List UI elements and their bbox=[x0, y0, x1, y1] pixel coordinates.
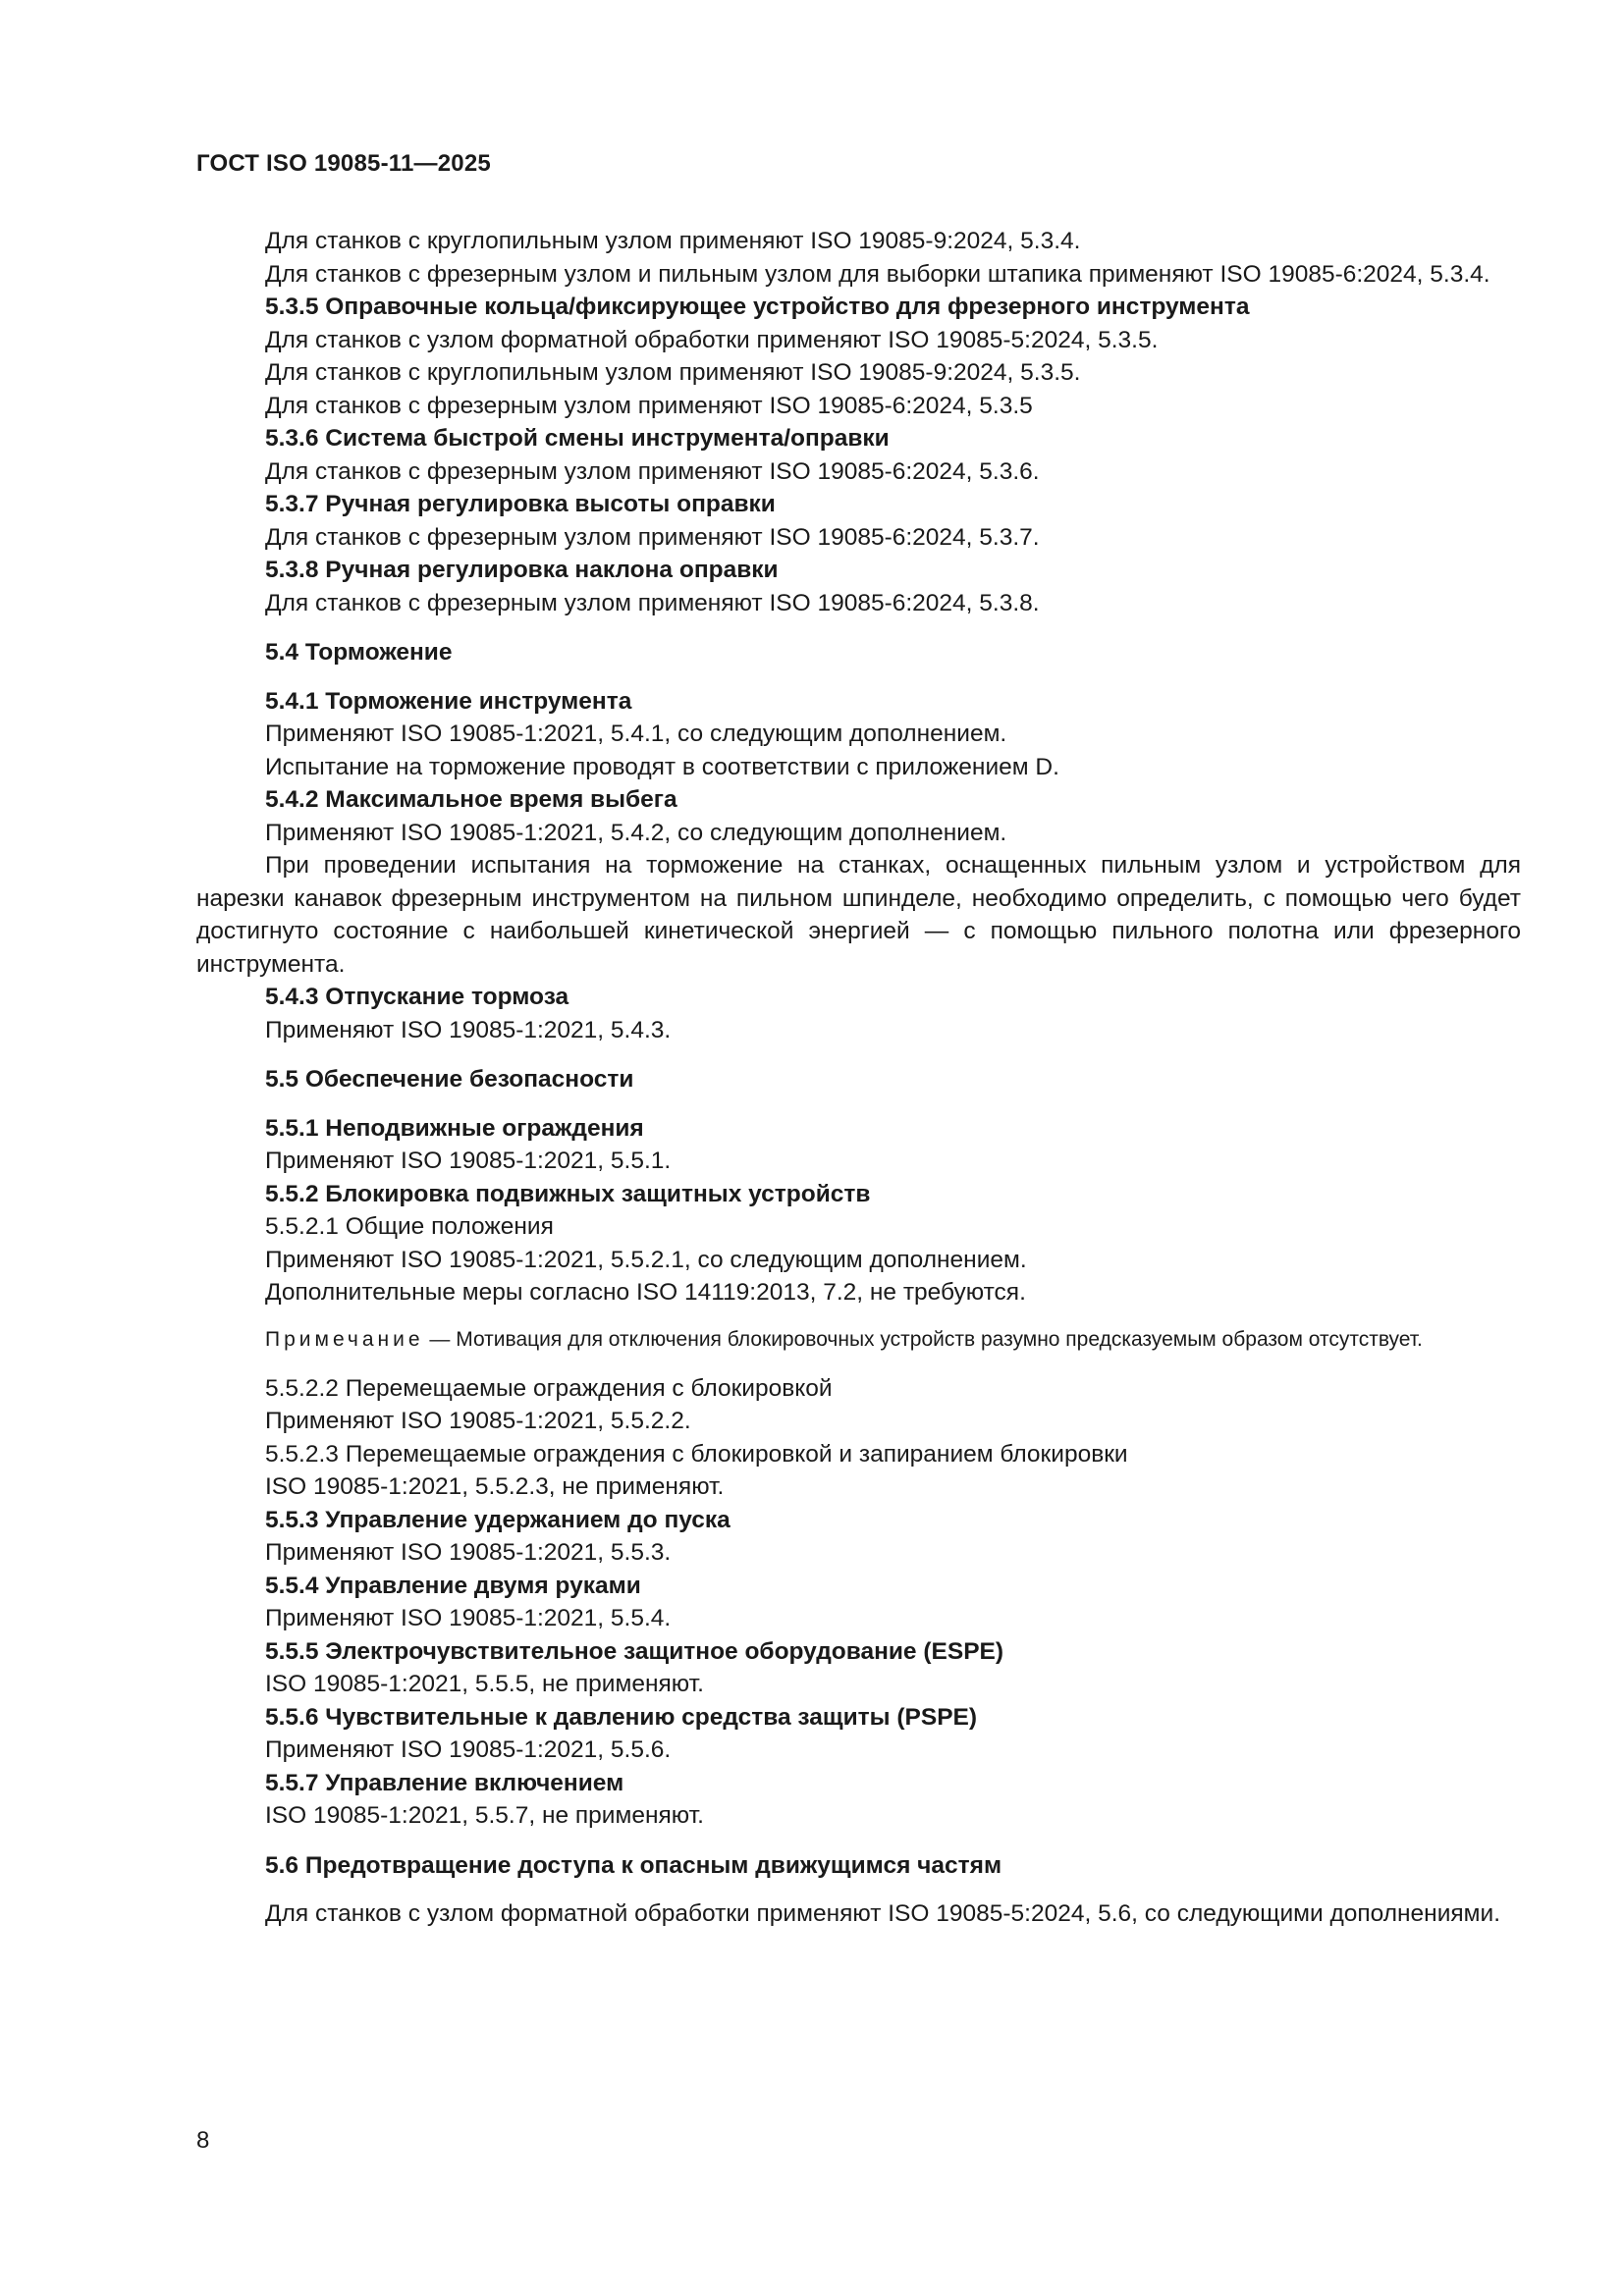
section-heading-5-4-1: 5.4.1 Торможение инструмента bbox=[265, 687, 632, 715]
section-heading-5-4-2: 5.4.2 Максимальное время выбега bbox=[265, 786, 677, 813]
paragraph: Для станков с фрезерным узлом и пильным узлом для выборки штапика применяют ISO 19085-6:2024, 5.3.4. bbox=[265, 260, 1490, 288]
section-heading-5-3-6: 5.3.6 Система быстрой смены инструмента/оправки bbox=[265, 425, 890, 452]
section-heading-5-4: 5.4 Торможение bbox=[265, 639, 453, 666]
note-text: — Мотивация для отключения блокировочных устройств разумно предсказуемым образом отсутствует. bbox=[423, 1327, 1423, 1351]
section-heading-5-4-3: 5.4.3 Отпускание тормоза bbox=[265, 984, 569, 1010]
paragraph: ISO 19085-1:2021, 5.5.2.3, не применяют. bbox=[265, 1473, 725, 1500]
document-body bbox=[196, 225, 1521, 1931]
paragraph: Для станков с круглопильным узлом применяют ISO 19085-9:2024, 5.3.5. bbox=[265, 359, 1081, 386]
section-heading-5-3-5: 5.3.5 Оправочные кольца/фиксирующее устройство для фрезерного инструмента bbox=[265, 294, 1250, 320]
paragraph: Применяют ISO 19085-1:2021, 5.5.1. bbox=[265, 1148, 672, 1174]
paragraph: Для станков с фрезерным узлом применяют ISO 19085-6:2024, 5.3.5 bbox=[265, 392, 1033, 419]
page-number: 8 bbox=[196, 2127, 210, 2154]
section-heading-5-5-2: 5.5.2 Блокировка подвижных защитных устройств bbox=[265, 1180, 871, 1207]
paragraph: Применяют ISO 19085-1:2021, 5.5.4. bbox=[265, 1605, 672, 1631]
paragraph: Для станков с фрезерным узлом применяют ISO 19085-6:2024, 5.3.7. bbox=[265, 523, 1040, 551]
section-heading-5-3-7: 5.3.7 Ручная регулировка высоты оправки bbox=[265, 491, 776, 517]
paragraph: Для станков с фрезерным узлом применяют ISO 19085-6:2024, 5.3.6. bbox=[265, 457, 1040, 485]
paragraph: Применяют ISO 19085-1:2021, 5.5.2.2. bbox=[265, 1408, 691, 1434]
paragraph: 5.5.2.3 Перемещаемые ограждения с блокировкой и запиранием блокировки bbox=[265, 1440, 1128, 1468]
section-heading-5-5-5: 5.5.5 Электрочувствительное защитное оборудование (ESPE) bbox=[265, 1637, 1004, 1665]
paragraph: Для станков с узлом форматной обработки применяют ISO 19085-5:2024, 5.3.5. bbox=[265, 326, 1159, 353]
document-header: ГОСТ ISO 19085-11—2025 bbox=[196, 150, 491, 177]
paragraph: 5.5.2.1 Общие положения bbox=[265, 1213, 554, 1240]
section-heading-5-5-1: 5.5.1 Неподвижные ограждения bbox=[265, 1114, 644, 1142]
paragraph: Применяют ISO 19085-1:2021, 5.5.6. bbox=[265, 1736, 672, 1763]
section-heading-5-3-8: 5.3.8 Ручная регулировка наклона оправки bbox=[265, 557, 779, 583]
paragraph: Применяют ISO 19085-1:2021, 5.4.1, со следующим дополнением. bbox=[265, 721, 1007, 747]
note-label: Примечание bbox=[265, 1327, 424, 1351]
note bbox=[196, 1324, 1521, 1355]
paragraph: 5.5.2.2 Перемещаемые ограждения с блокировкой bbox=[265, 1374, 833, 1402]
paragraph: ISO 19085-1:2021, 5.5.7, не применяют. bbox=[265, 1802, 704, 1829]
paragraph: Для станков с круглопильным узлом применяют ISO 19085-9:2024, 5.3.4. bbox=[265, 228, 1081, 254]
section-heading-5-5-6: 5.5.6 Чувствительные к давлению средства защиты (PSPE) bbox=[265, 1703, 978, 1731]
paragraph: Для станков с узлом форматной обработки применяют ISO 19085-5:2024, 5.6, со следующими дополнениями. bbox=[265, 1900, 1501, 1927]
paragraph: ISO 19085-1:2021, 5.5.5, не применяют. bbox=[265, 1671, 704, 1697]
paragraph: Применяют ISO 19085-1:2021, 5.5.2.1, со следующим дополнением. bbox=[265, 1246, 1027, 1273]
section-heading-5-5-3: 5.5.3 Управление удержанием до пуска bbox=[265, 1506, 731, 1533]
section-heading-5-6: 5.6 Предотвращение доступа к опасным движущимся частям bbox=[265, 1851, 1002, 1879]
paragraph: Применяют ISO 19085-1:2021, 5.5.3. bbox=[265, 1539, 672, 1566]
paragraph: Испытание на торможение проводят в соответствии с приложением D. bbox=[265, 753, 1059, 780]
paragraph: Применяют ISO 19085-1:2021, 5.4.3. bbox=[265, 1016, 672, 1043]
section-heading-5-5: 5.5 Обеспечение безопасности bbox=[265, 1066, 634, 1093]
paragraph: Применяют ISO 19085-1:2021, 5.4.2, со следующим дополнением. bbox=[265, 819, 1007, 846]
section-heading-5-5-4: 5.5.4 Управление двумя руками bbox=[265, 1572, 641, 1599]
section-heading-5-5-7: 5.5.7 Управление включением bbox=[265, 1769, 624, 1796]
paragraph: Дополнительные меры согласно ISO 14119:2013, 7.2, не требуются. bbox=[265, 1279, 1026, 1306]
paragraph: Для станков с фрезерным узлом применяют ISO 19085-6:2024, 5.3.8. bbox=[265, 589, 1040, 616]
paragraph: При проведении испытания на торможение на станках, оснащенных пильным узлом и устройством для нарезки канавок фрезерным инструментом на пильном шпинделе, необходимо определить, с помощью чего будет достигнуто состояние с наибольшей кинетической энергией — с помощью пильного полотна или фрезерного инструмента. bbox=[196, 852, 1521, 978]
